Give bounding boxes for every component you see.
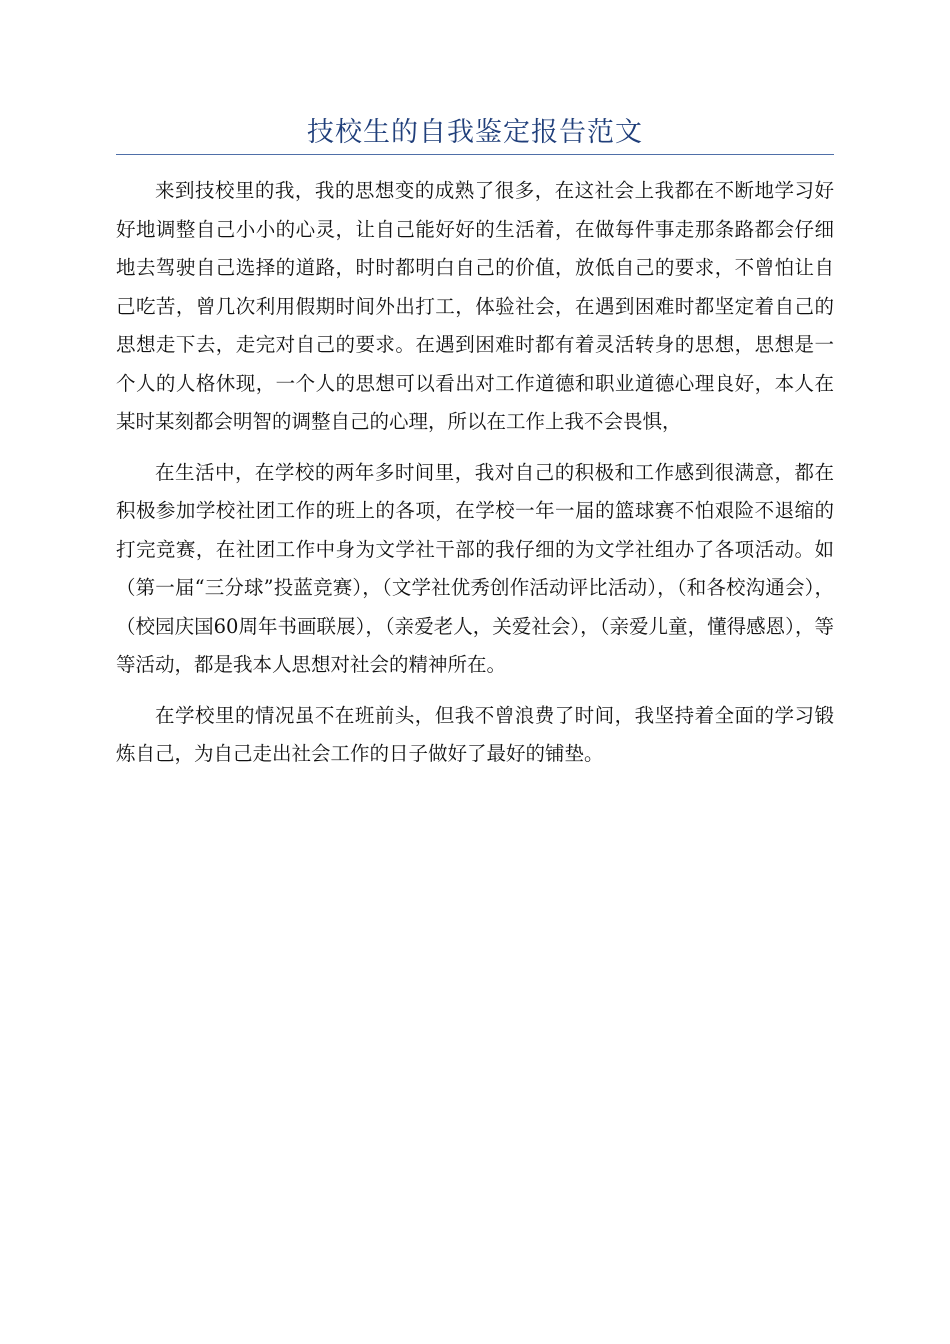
document-title: 技校生的自我鉴定报告范文	[307, 117, 643, 148]
document-body	[116, 172, 834, 786]
title-underline	[116, 154, 834, 155]
paragraph-1: 来到技校里的我，我的思想变的成熟了很多，在这社会上我都在不断地学习好好地调整自己小小的心灵，让自己能好好的生活着，在做每件事走那条路都会仔细地去驾驶自己选择的道路，时时都明白自己的价值，放低自己的要求，不曾怕让自己吃苦，曾几次利用假期时间外出打工，体验社会，在遇到困难时都坚定着自己的思想走下去，走完对自己的要求。在遇到困难时都有着灵活转身的思想，思想是一个人的人格休现，一个人的思想可以看出对工作道德和职业道德心理良好，本人在某时某刻都会明智的调整自己的心理，所以在工作上我不会畏惧，	[116, 179, 834, 433]
paragraph-2: 在生活中，在学校的两年多时间里，我对自己的积极和工作感到很满意，都在积极参加学校社团工作的班上的各项，在学校一年一届的篮球赛不怕艰险不退缩的打完竞赛，在社团工作中身为文学社干部的我仔细的为文学社组办了各项活动。如（第一届“三分球”投蓝竞赛），（文学社优秀创作活动评比活动），（和各校沟通会），（校园庆国60周年书画联展），（亲爱老人，关爱社会），（亲爱儿童，懂得感恩），等等活动，都是我本人思想对社会的精神所在。	[116, 460, 834, 676]
paragraph-3: 在学校里的情况虽不在班前头，但我不曾浪费了时间，我坚持着全面的学习锻炼自己，为自己走出社会工作的日子做好了最好的铺垫。	[116, 703, 834, 765]
